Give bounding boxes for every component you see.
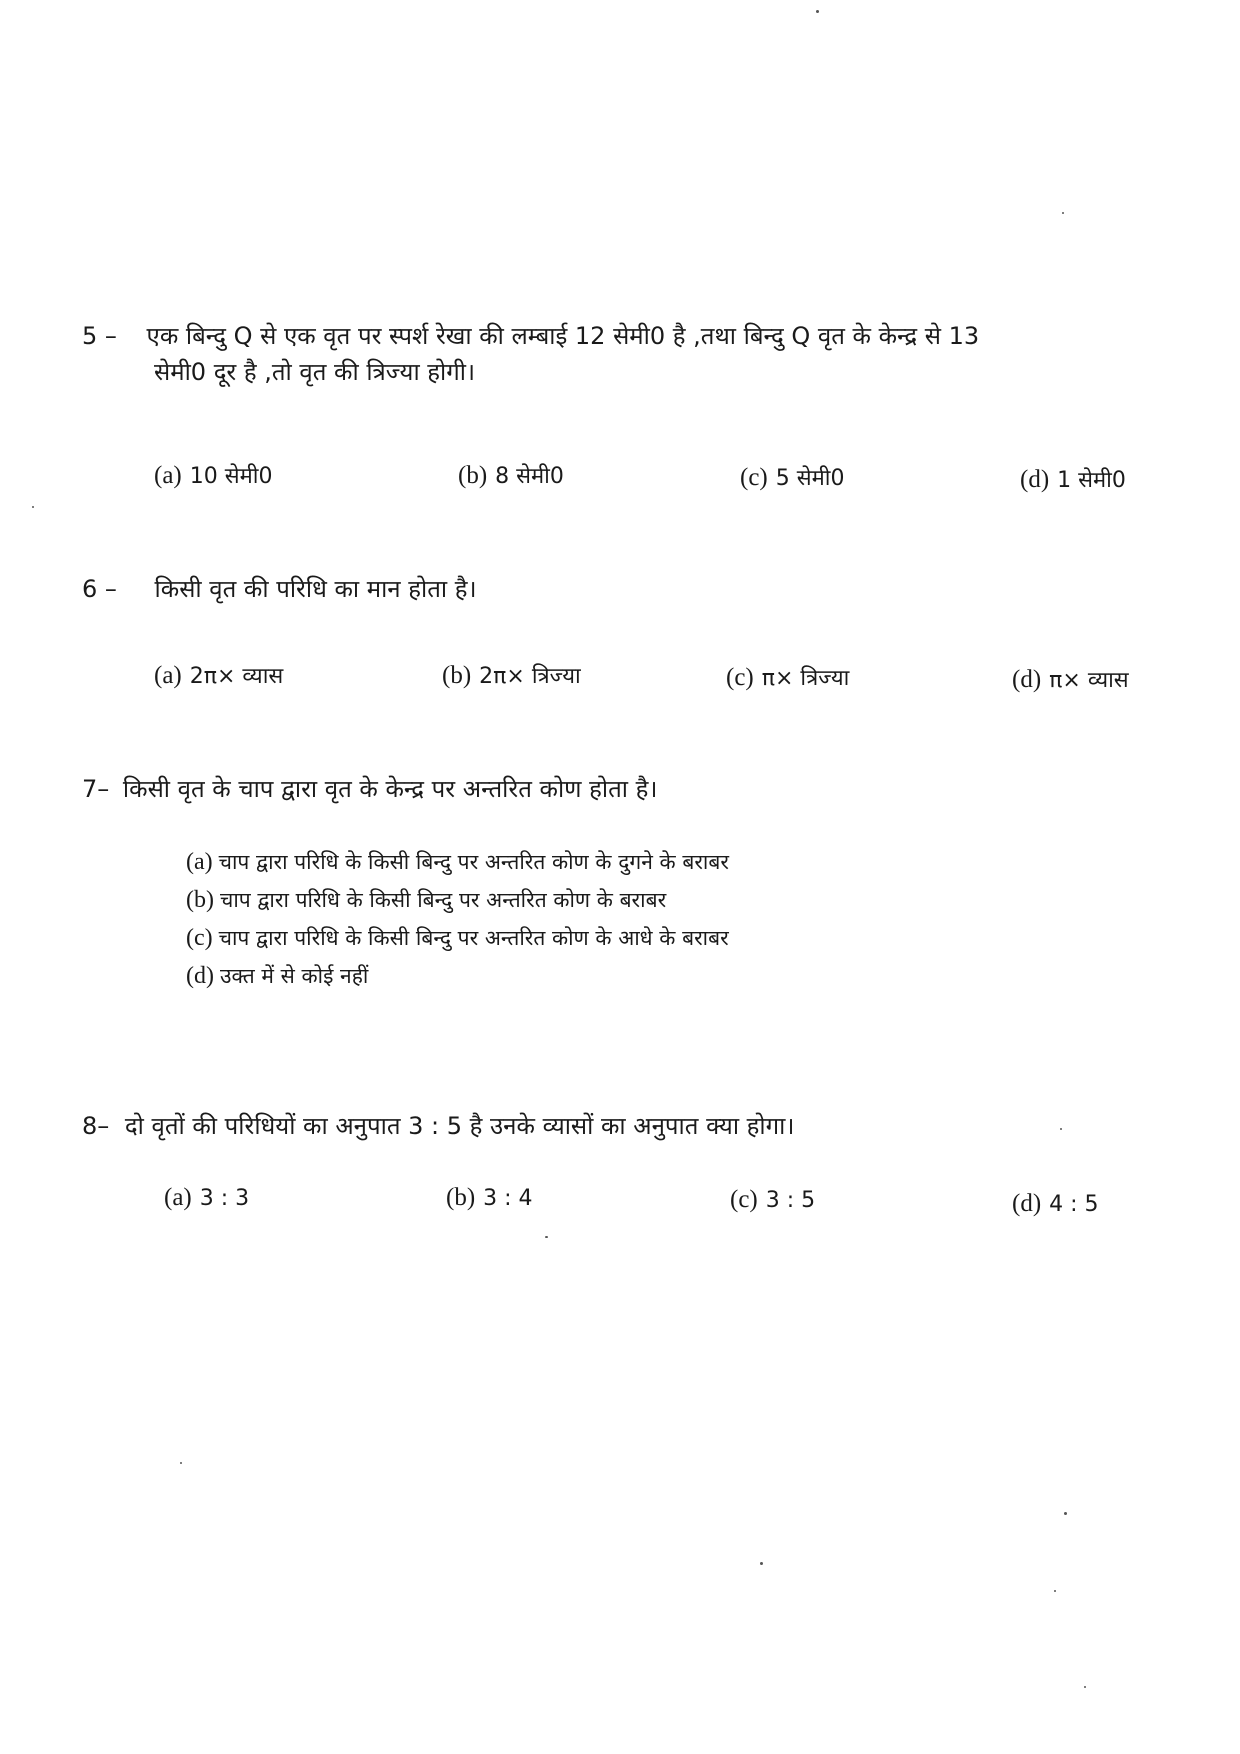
question-number: 8– — [82, 1112, 110, 1140]
option-b: (b) 8 सेमी0 — [458, 462, 564, 489]
scan-speck — [1084, 1686, 1086, 1688]
option-b: (b) 2π× त्रिज्या — [442, 662, 581, 689]
scan-speck — [32, 506, 34, 508]
question-text-line-2: सेमी0 दूर है ,तो वृत की त्रिज्या होगी। — [154, 358, 476, 386]
question-number: 6 – — [82, 575, 117, 603]
option-c: (c) 3 : 5 — [730, 1186, 816, 1213]
option-d: (d) उक्त में से कोई नहीं — [186, 963, 369, 989]
option-d: (d) π× व्यास — [1012, 666, 1129, 693]
question-text-line-1: किसी वृत की परिधि का मान होता है। — [154, 575, 477, 603]
option-d: (d) 4 : 5 — [1012, 1190, 1099, 1217]
option-d: (d) 1 सेमी0 — [1020, 466, 1126, 493]
question-text-line-1: किसी वृत के चाप द्वारा वृत के केन्द्र पर अन्तरित कोण होता है। — [122, 775, 658, 803]
option-a: (a) 2π× व्यास — [154, 662, 284, 689]
scan-speck — [1062, 212, 1064, 214]
question-7 — [82, 775, 657, 804]
question-8 — [82, 1112, 794, 1141]
question-5 — [82, 322, 979, 351]
question-text-line-1: दो वृतों की परिधियों का अनुपात 3 : 5 है उनके व्यासों का अनुपात क्या होगा। — [124, 1112, 795, 1140]
question-6 — [82, 575, 477, 604]
option-c: (c) चाप द्वारा परिधि के किसी बिन्दु पर अन्तरित कोण के आधे के बराबर — [186, 925, 729, 951]
option-c: (c) π× त्रिज्या — [726, 664, 850, 691]
scan-speck — [1060, 1128, 1062, 1130]
scan-speck — [1064, 1512, 1067, 1515]
scan-speck — [760, 1562, 763, 1565]
question-text-line-1: एक बिन्दु Q से एक वृत पर स्पर्श रेखा की लम्बाई 12 सेमी0 है ,तथा बिन्दु Q वृत के केन्द्र से 13 — [146, 322, 980, 350]
option-a: (a) 10 सेमी0 — [154, 462, 273, 489]
scan-speck — [180, 1462, 182, 1464]
option-list — [186, 843, 729, 995]
option-b: (b) 3 : 4 — [446, 1184, 533, 1211]
scan-speck — [545, 1236, 548, 1238]
scan-speck — [1054, 1590, 1056, 1592]
option-b: (b) चाप द्वारा परिधि के किसी बिन्दु पर अन्तरित कोण के बराबर — [186, 887, 667, 913]
option-a: (a) 3 : 3 — [164, 1184, 250, 1211]
option-a: (a) चाप द्वारा परिधि के किसी बिन्दु पर अन्तरित कोण के दुगने के बराबर — [186, 849, 729, 875]
question-number: 7– — [82, 775, 110, 803]
option-c: (c) 5 सेमी0 — [740, 464, 845, 491]
question-number: 5 – — [82, 322, 117, 350]
scan-speck — [816, 10, 819, 13]
